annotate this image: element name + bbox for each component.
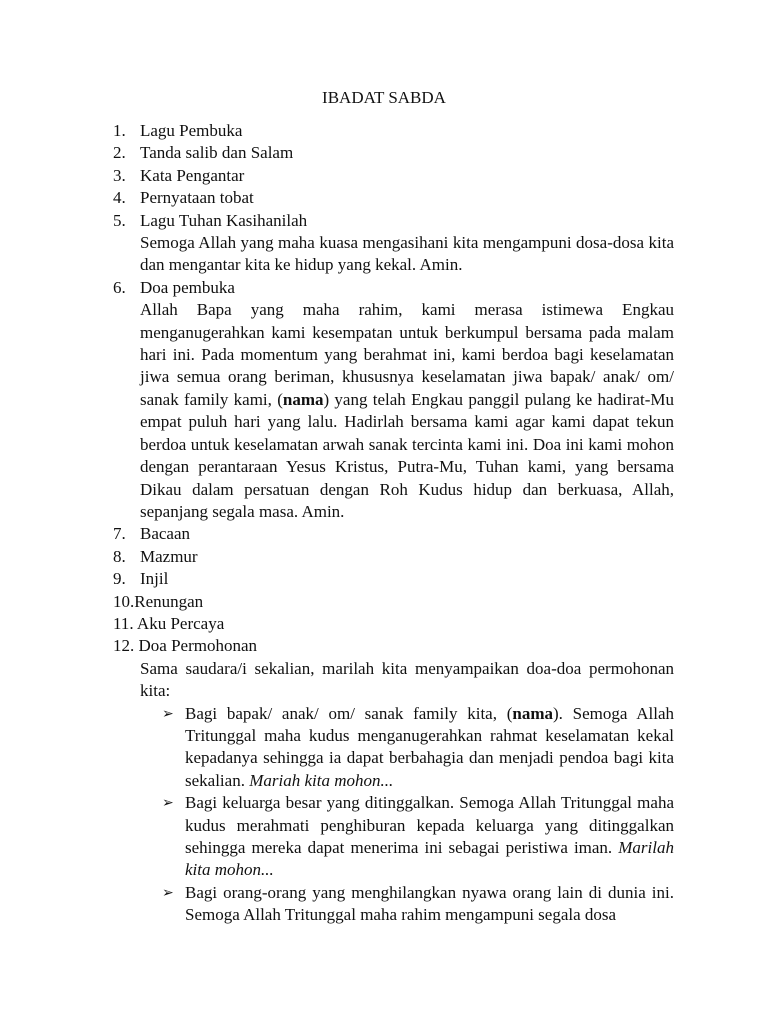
response-text: Mariah kita mohon... [249,770,394,790]
name-placeholder: nama [282,389,324,409]
permohonan-intro: Sama saudara/i sekalian, marilah kita menyampaikan doa-doa permohonan kita: [140,658,674,701]
order-of-service [113,120,674,927]
bullet-text: Bagi orang-orang yang menghilangkan nyawa orang lain di dunia ini. Semoga Allah Tritunggal maha rahim mengampuni segala dosa [185,882,674,925]
list-label: Pernyataan tobat [140,188,254,208]
arrowhead-bullet-icon: ➢ [162,884,174,901]
list-label: Renungan [134,591,204,611]
list-label: Tanda salib dan Salam [140,143,294,163]
list-number: 9. [113,569,126,589]
list-item [113,277,674,299]
document-title: IBADAT SABDA [322,88,446,107]
list-item [113,613,674,635]
list-number: 5. [113,210,126,230]
doa-pembuka-paragraph [113,299,674,523]
list-label: Doa pembuka [140,277,235,297]
list-item [113,187,674,209]
list-number: 6. [113,277,126,297]
response-text: Marilah kita mohon... [185,838,674,880]
doa-pembuka-text-cont: ) yang telah Engkau panggil pulang ke hadirat-Mu empat puluh hari yang lalu. Hadirlah bersama kami agar kami dapat tekun berdoa untuk keselamatan arwah sanak tercinta kami ini. Doa ini kami mohon dengan perantaraan Yesus Kristus, Putra-Mu, Tuhan kami, yang bersama Dikau dalam persatuan dengan Roh Kudus hidup dan berkuasa, Allah, sepanjang segala masa. Amin. [140,389,674,521]
bullet-list [113,703,674,927]
bullet-text: Bagi keluarga besar yang ditinggalkan. Semoga Allah Tritunggal maha kudus merahmati penghiburan kepada keluarga yang ditinggalkan sehingga mereka dapat menerima ini sebagai peristiwa iman. [185,793,674,857]
list-number: 12. [113,636,135,656]
list-label: Aku Percaya [133,613,225,633]
bullet-item [113,882,674,927]
list-label: Bacaan [140,524,191,544]
list-number: 3. [113,165,126,185]
list-item [113,142,674,164]
list-number: 1. [113,121,126,140]
arrowhead-bullet-icon: ➢ [162,705,174,722]
bullet-item [113,703,674,793]
list-item [113,568,674,590]
list-number: 8. [113,546,126,566]
doa-pembuka-text: Allah Bapa yang maha rahim, kami merasa istimewa Engkau menganugerahkan kami kesempatan untuk berkumpul bersama pada malam hari ini. Pada momentum yang berahmat ini, kami berdoa bagi keselamatan jiwa semua orang beriman, khususnya keselamatan jiwa bapak/ anak/ om/ sanak family kami, ( [140,300,674,409]
bullet-item [113,792,674,882]
list-item [113,591,674,613]
list-label: Doa Permohonan [134,636,258,656]
list-number: 11. [113,613,134,633]
list-item [113,165,674,187]
list-number: 10. [113,591,135,611]
name-placeholder: nama [512,703,553,723]
list-label: Lagu Pembuka [140,121,243,140]
list-item [113,635,674,657]
list-number: 4. [113,188,126,208]
list-label: Lagu Tuhan Kasihanilah [140,210,308,230]
kasihanilah-paragraph: Semoga Allah yang maha kuasa mengasihani kita mengampuni dosa-dosa kita dan mengantar kita ke hidup yang kekal. Amin. [140,233,674,275]
list-label: Injil [140,569,169,589]
list-item [113,523,674,545]
list-label: Kata Pengantar [140,165,245,185]
bullet-text-cont: ). Semoga Allah Tritunggal maha kudus menganugerahkan rahmat keselamatan kekal kepadanya sehingga ia dapat berbahagia dan menjadi pendoa bagi kita sekalian. [185,703,674,790]
list-number: 2. [113,143,126,163]
list-label: Mazmur [140,546,198,566]
list-item [113,120,674,142]
list-item [113,546,674,568]
arrowhead-bullet-icon: ➢ [162,795,174,812]
list-item [113,210,674,232]
list-number: 7. [113,524,126,544]
bullet-text: Bagi bapak/ anak/ om/ sanak family kita, ( [185,703,513,723]
